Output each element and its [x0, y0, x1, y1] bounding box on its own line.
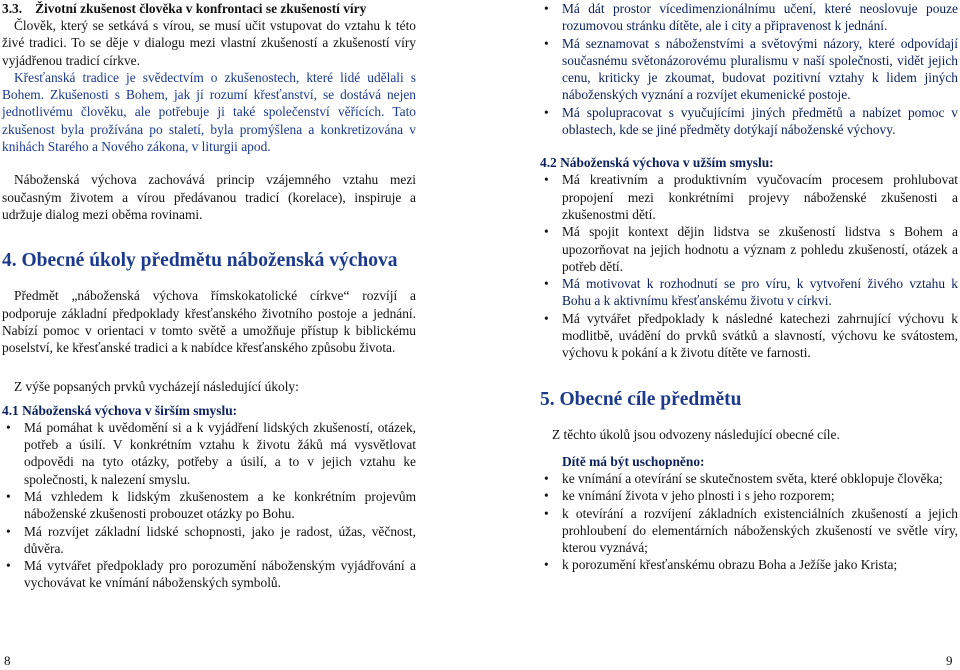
- bullet-icon: •: [544, 172, 549, 188]
- bullet-icon: •: [544, 224, 549, 240]
- subheading-4-1: 4.1 Náboženská výchova v širším smyslu:: [2, 402, 238, 418]
- section-title: Životní zkušenost člověka v konfrontaci se zkušeností víry: [35, 1, 367, 16]
- intro-paragraph: Člověk, který se setkává s vírou, se musí učit vstupovat do vztahu k této živé tradici. To se děje v dialogu mezi vlastní zkušeností a zkušeností víry vyjádřenou tradicí církve.: [2, 18, 416, 68]
- page-number-right: 9: [946, 653, 953, 668]
- bullet-icon: •: [6, 488, 11, 504]
- list-item: • Má kreativním a produktivním vyučovacím procesem prohlubovat propojení mezi konkrétními projevy náboženské zkušenosti a zkušenostmi dětí.: [544, 172, 958, 222]
- correlation-paragraph: Náboženská výchova zachovává princip vzájemného vztahu mezi současným životem a vírou předávanou tradicí (korelace), inspiruje a udržuje dialog mezi oběma rovinami.: [2, 172, 416, 222]
- list-item: • Má dát prostor vícedimenzionálnímu učení, které neoslovuje pouze rozumovou stránku dítěte, ale i city a připravenost k jednání.: [544, 1, 958, 34]
- list-item: • Má spolupracovat s vyučujícími jiných předmětů a nabízet pomoc v oblastech, kde se jiné předměty dotýkají náboženské výchovy.: [544, 104, 958, 138]
- bullet-icon: •: [544, 310, 549, 326]
- list-item: • Má pomáhat k uvědomění si a k vyjádření lidských zkušeností, otázek, potřeb a úsilí. V konkrétním vztahu k životu žáků má vysvětlovat odpovědi na tyto otázky, potřeby a úsilí, a to v jejich vztahu ke společnosti, k nalezení smyslu.: [6, 419, 416, 487]
- heading-obecne-ukoly: 4. Obecné úkoly předmětu náboženská výchova: [2, 250, 398, 272]
- page-number-left: 8: [4, 653, 11, 668]
- bullet-list-4-2: [540, 171, 958, 361]
- list-item: • Má vzhledem k lidským zkušenostem a ke konkrétním projevům náboženské zkušenosti probouzet otázky po Bohu.: [6, 488, 416, 522]
- list-item: • Má motivovat k rozhodnutí se pro víru, k vytvoření živého vztahu k Bohu a k aktivnímu křesťanskému životu v církvi.: [544, 276, 958, 309]
- subheading-4-2: 4.2 Náboženská výchova v užším smyslu:: [540, 155, 774, 171]
- bullet-icon: •: [544, 35, 549, 51]
- left-column: [2, 0, 416, 592]
- goals-intro: Z těchto úkolů jsou odvozeny následující obecné cíle.: [552, 426, 840, 442]
- heading-obecne-cile: 5. Obecné cíle předmětu: [540, 388, 742, 410]
- section-heading-3-3: [2, 0, 416, 17]
- list-item: • Má vytvářet předpoklady pro porozumění náboženským vyjádřování a vychovávat ke vnímání náboženských symbolů.: [6, 558, 416, 591]
- list-item: • Má rozvíjet základní lidské schopnosti, jako je radost, úžas, věčnost, důvěra.: [6, 523, 416, 556]
- list-item: • k porozumění křesťanskému obrazu Boha a Ježíše jako Krista;: [544, 557, 898, 573]
- subject-paragraph: Předmět „náboženská výchova římskokatolické církve“ rozvíjí a podporuje základní předpoklady křesťanského životního postoje a jednání. Nabízí pomoc v orientaci v tomto světě a umožňuje přístup k biblickému poselství, ke křesťanské tradici a k nabídce křesťanského způsobu života.: [2, 288, 416, 356]
- bullet-icon: •: [6, 419, 11, 435]
- bullet-icon: •: [544, 1, 549, 16]
- list-item: • Má vytvářet předpoklady k následné katechezi zahrnující výchovu k modlitbě, uvádění do prvků svátků a slavností, výchovu ke svátostem, výchovu k pokání a k životu dítěte ve farnosti.: [544, 310, 958, 361]
- bullet-icon: •: [544, 505, 549, 521]
- bullet-icon: •: [544, 470, 549, 486]
- list-item: • ke vnímání života v jeho plnosti i s jeho rozporem;: [544, 488, 835, 504]
- tasks-intro: Z výše popsaných prvků vycházejí následující úkoly:: [14, 379, 299, 395]
- bullet-list-4-1: [2, 419, 416, 592]
- list-item: • ke vnímání a otevírání se skutečnostem světa, které obklopuje člověka;: [544, 470, 943, 486]
- goals-list: [540, 470, 958, 574]
- right-column: [540, 0, 958, 574]
- tradition-paragraph: Křesťanská tradice je svědectvím o zkušenostech, které lidé udělali s Bohem. Zkušenosti s Bohem, jak jí rozumí křesťanství, se dostává nejen jednotlivému člověku, ale potřebuje ji také společenství věřících. Tato zkušenost byla prožívána po staletí, byla promýšlena a konkretizována v knihách Starého a Nového zákona, v liturgii apod.: [2, 69, 416, 155]
- bullet-icon: •: [6, 523, 11, 539]
- list-item: • Má seznamovat s náboženstvími a světovými názory, které odpovídají současnému světonázorovému pluralismu v naší společnosti, vidět jejich cenu, kriticky je zkoumat, budovat pozitivní vztahy k lidem jiných náboženských vyznání a rozvíjet ekumenické postoje.: [544, 35, 958, 103]
- bullet-icon: •: [544, 488, 549, 504]
- bullet-icon: •: [544, 557, 549, 573]
- list-item: • Má spojit kontext dějin lidstva se zkušeností lidstva s Bohem a upozorňovat na jejich hodnotu a význam z pohledu zkušeností, otázek a potřeb dětí.: [544, 224, 958, 274]
- bullet-list-4-1-continued: [540, 0, 958, 138]
- bullet-icon: •: [6, 558, 11, 574]
- bullet-icon: •: [544, 276, 549, 292]
- section-number: 3.3.: [2, 1, 23, 16]
- bullet-icon: •: [544, 104, 549, 120]
- list-item: • k otevírání a rozvíjení základních existenciálních zkušeností a jejich prohloubení do elementárních náboženských zkušeností ve světle víry, kterou vyznává;: [544, 505, 958, 556]
- child-label: Dítě má být uschopněno:: [562, 453, 705, 469]
